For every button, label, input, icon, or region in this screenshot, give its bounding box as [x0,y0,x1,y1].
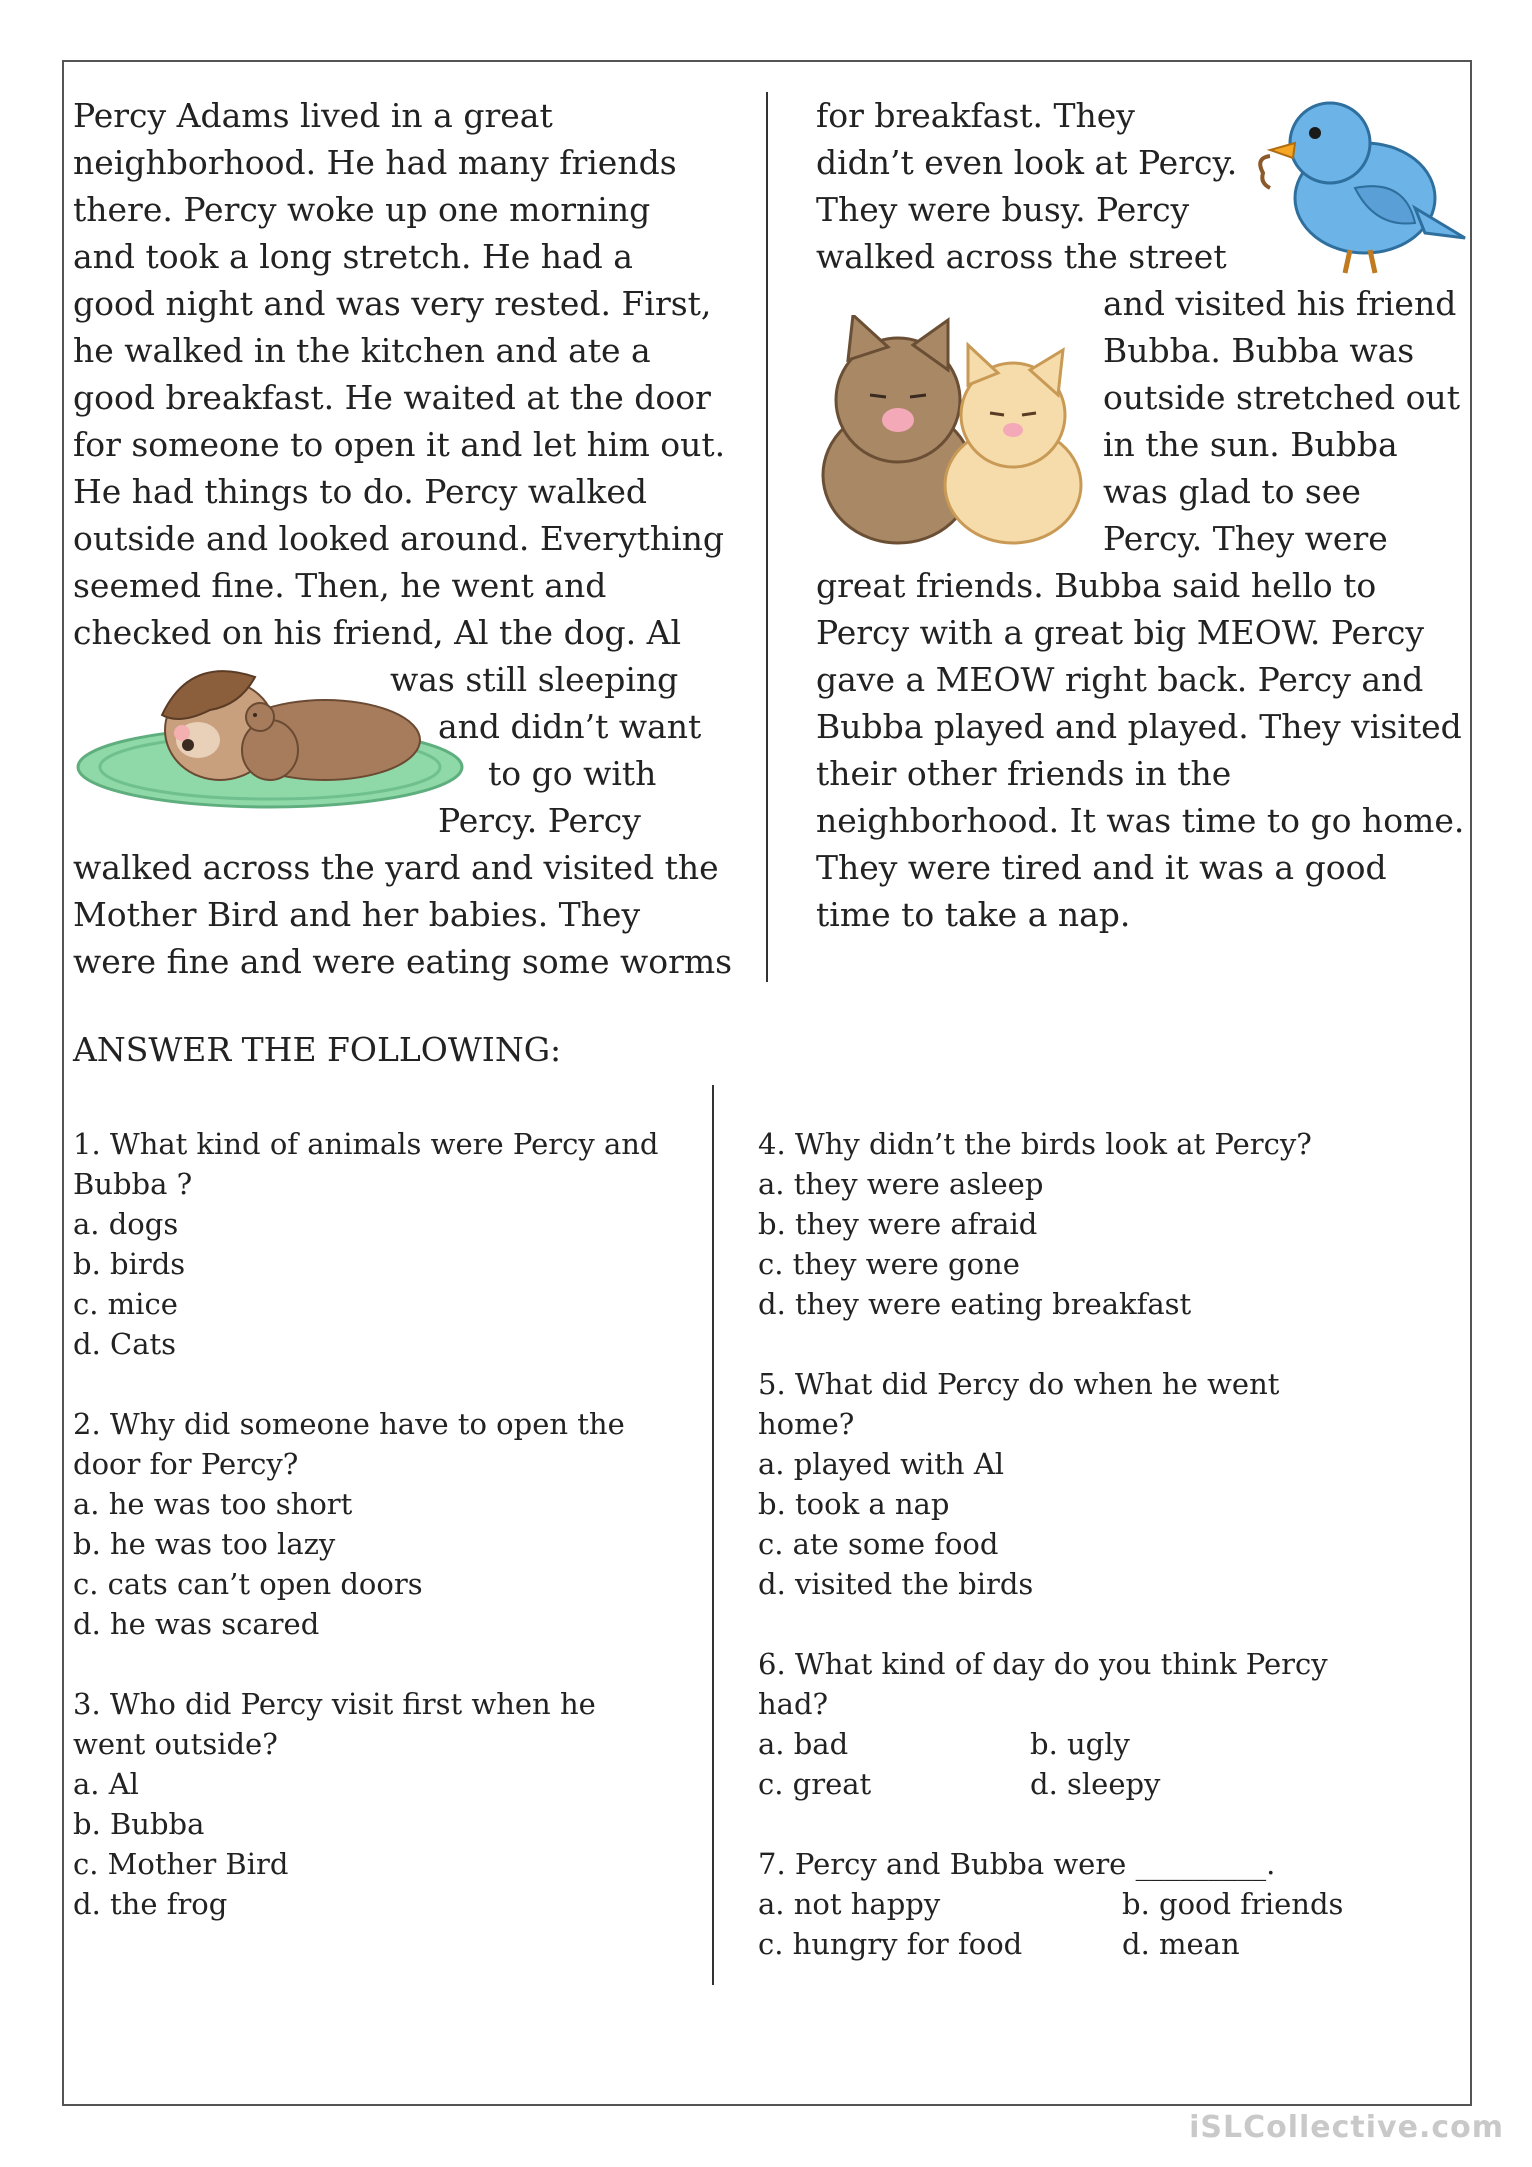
question-prompt: door for Percy? [73,1447,299,1481]
question-prompt: 7. Percy and Bubba were _________. [758,1847,1276,1881]
story-column-divider [766,92,768,982]
answer-option[interactable]: d. he was scared [73,1607,320,1641]
story-line: seemed fine. Then, he went and [73,566,607,605]
story-line: for breakfast. They [816,96,1135,135]
answer-option[interactable]: c. Mother Bird [73,1847,289,1881]
answer-option[interactable]: a. dogs [73,1207,179,1241]
answer-option[interactable]: c. mice [73,1287,178,1321]
story-line: neighborhood. He had many friends [73,143,677,182]
answer-option[interactable]: a. Al [73,1767,139,1801]
question-prompt: went outside? [73,1727,278,1761]
story-line: walked across the yard and visited the [73,848,719,887]
question-prompt: 1. What kind of animals were Percy and [73,1127,659,1161]
question-prompt: Bubba ? [73,1167,193,1201]
blue-bird-illustration [1255,88,1470,278]
answer-option[interactable]: d. Cats [73,1327,177,1361]
story-line: and took a long stretch. He had a [73,237,633,276]
answer-section-heading: ANSWER THE FOLLOWING: [73,1030,562,1069]
answer-option[interactable]: a. he was too short [73,1487,353,1521]
answer-option[interactable]: b. they were afraid [758,1207,1038,1241]
story-line: were fine and were eating some worms [73,942,733,981]
question-prompt: had? [758,1687,829,1721]
story-line: They were busy. Percy [816,190,1190,229]
answer-option[interactable]: c. great [758,1767,872,1801]
question-prompt: 4. Why didn’t the birds look at Percy? [758,1127,1312,1161]
story-line: Percy Adams lived in a great [73,96,553,135]
answer-option[interactable]: d. the frog [73,1887,228,1921]
questions-column-divider [712,1085,714,1985]
answer-option[interactable]: d. mean [1122,1927,1240,1961]
two-cats-illustration [808,315,1098,545]
watermark: iSLCollective.com [1189,2110,1504,2145]
story-line: outside and looked around. Everything [73,519,725,558]
answer-option[interactable]: a. played with Al [758,1447,1005,1481]
answer-option[interactable]: b. birds [73,1247,186,1281]
story-line: Bubba. Bubba was [1103,331,1415,370]
story-line: Bubba played and played. They visited [816,707,1462,746]
question-prompt: 3. Who did Percy visit first when he [73,1687,596,1721]
story-line: to go with [488,754,657,793]
answer-option[interactable]: c. hungry for food [758,1927,1023,1961]
story-line: outside stretched out [1103,378,1461,417]
answer-option[interactable]: b. Bubba [73,1807,205,1841]
story-line: gave a MEOW right back. Percy and [816,660,1424,699]
story-line: great friends. Bubba said hello to [816,566,1377,605]
answer-option[interactable]: b. he was too lazy [73,1527,336,1561]
question-prompt: 5. What did Percy do when he went [758,1367,1280,1401]
story-line: and didn’t want [438,707,702,746]
story-line: neighborhood. It was time to go home. [816,801,1465,840]
answer-option[interactable]: a. not happy [758,1887,941,1921]
story-line: They were tired and it was a good [816,848,1387,887]
story-line: in the sun. Bubba [1103,425,1398,464]
story-line: good breakfast. He waited at the door [73,378,711,417]
answer-option[interactable]: c. they were gone [758,1247,1020,1281]
story-line: Mother Bird and her babies. They [73,895,641,934]
story-line: checked on his friend, Al the dog. Al [73,613,682,652]
story-line: there. Percy woke up one morning [73,190,651,229]
answer-option[interactable]: b. ugly [1030,1727,1130,1761]
story-line: was glad to see [1103,472,1361,511]
story-line: was still sleeping [390,660,679,699]
answer-option[interactable]: a. bad [758,1727,849,1761]
sleeping-dog-illustration [70,655,470,815]
story-line: He had things to do. Percy walked [73,472,647,511]
answer-option[interactable]: c. ate some food [758,1527,999,1561]
answer-option[interactable]: d. they were eating breakfast [758,1287,1192,1321]
question-prompt: 6. What kind of day do you think Percy [758,1647,1328,1681]
story-line: he walked in the kitchen and ate a [73,331,651,370]
story-line: walked across the street [816,237,1227,276]
question-prompt: home? [758,1407,855,1441]
answer-option[interactable]: d. sleepy [1030,1767,1161,1801]
story-line: and visited his friend [1103,284,1457,323]
answer-option[interactable]: b. took a nap [758,1487,950,1521]
answer-option[interactable]: c. cats can’t open doors [73,1567,423,1601]
story-line: Percy. Percy [438,801,641,840]
answer-option[interactable]: a. they were asleep [758,1167,1044,1201]
answer-option[interactable]: b. good friends [1122,1887,1344,1921]
story-line: time to take a nap. [816,895,1131,934]
answer-option[interactable]: d. visited the birds [758,1567,1034,1601]
story-line: for someone to open it and let him out. [73,425,726,464]
story-line: didn’t even look at Percy. [816,143,1238,182]
story-line: Percy. They were [1103,519,1388,558]
question-prompt: 2. Why did someone have to open the [73,1407,625,1441]
story-line: Percy with a great big MEOW. Percy [816,613,1424,652]
story-line: their other friends in the [816,754,1232,793]
story-line: good night and was very rested. First, [73,284,712,323]
